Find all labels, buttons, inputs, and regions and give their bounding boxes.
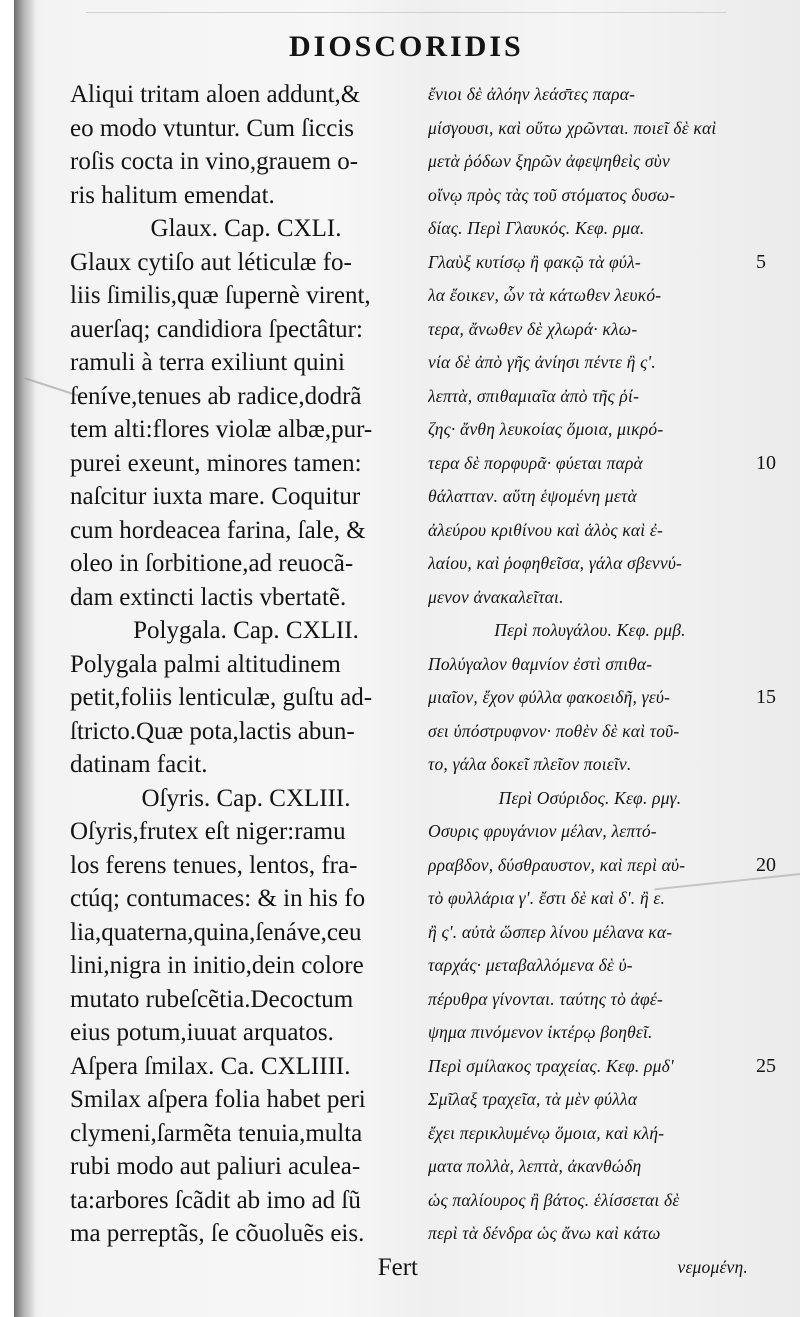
latin-line: clymeni,ſarmẽta tenuia,multa xyxy=(70,1119,363,1147)
greek-line: Πολύγαλον θαμνίον ἐστὶ σπιθα- xyxy=(428,653,653,674)
greek-line: μίσγουσι, καὶ οὕτω χρῶνται. ποιεῖ δὲ καὶ xyxy=(428,117,717,138)
greek-line: ἔνιοι δὲ ἀλόην λεάσ̄τες παρα- xyxy=(428,84,636,104)
line-number-10: 10 xyxy=(756,451,776,474)
running-header: DIOSCORIDIS xyxy=(289,30,524,63)
greek-line: τερα, ἄνωθεν δὲ χλωρά· κλω- xyxy=(428,318,638,339)
greek-line: μιαῖον, ἔχον φύλλα φακοειδῆ, γεύ- xyxy=(428,687,671,707)
latin-line: ſtricto.Quæ pota,lactis abun- xyxy=(70,717,355,745)
greek-column xyxy=(428,78,752,1284)
chapter-heading-smilax: Aſpera ſmilax. Ca. CXLIIII. xyxy=(70,1052,351,1080)
greek-line: μενον ἀνακαλεῖται. xyxy=(428,586,564,607)
latin-line: ſeníve,tenues ab radice,dodrã xyxy=(70,382,362,410)
chapter-heading-polygala: Polygala. Cap. CXLII. xyxy=(133,617,359,644)
top-edge-rule xyxy=(86,12,726,13)
greek-line: ψημα πινόμενον ἰκτέρῳ βοηθεῖ. xyxy=(428,1022,653,1042)
line-number-20: 20 xyxy=(756,853,776,876)
line-number-margin xyxy=(752,78,800,1083)
greek-line: οἴνῳ πρὸς τὰς τοῦ στόματος δυσω- xyxy=(428,184,676,205)
greek-line: Γλαὺξ κυτίσῳ ἢ φακῷ τὰ φύλ- xyxy=(428,251,641,272)
chapter-heading-glaux: Glaux. Cap. CXLI. xyxy=(150,215,342,242)
line-number-25: 25 xyxy=(756,1054,776,1077)
greek-line: ἀλεύρου κριθίνου καὶ ἁλὸς καὶ ἐ- xyxy=(428,519,664,540)
latin-line: datinam facit. xyxy=(70,751,208,778)
greek-line: πέρυθρα γίνονται. ταύτης τὸ ἀφέ- xyxy=(428,988,664,1009)
greek-line: θάλατταν. αὕτη ἑψομένη μετὰ xyxy=(428,486,637,506)
latin-line: ta:arbores ſcãdit ab imo ad ſũ xyxy=(70,1186,361,1214)
greek-chapter-heading: Περὶ Οσύριδος. Κεφ. ρμγ. xyxy=(498,787,682,808)
latin-line: Glaux cytiſo aut léticulæ fo- xyxy=(70,248,352,276)
catchword: Fert xyxy=(377,1253,418,1281)
greek-line: λα ἔοικεν, ὧν τὰ κάτωθεν λευκό- xyxy=(428,285,662,305)
greek-line: περὶ τὰ δένδρα ὡς ἄνω καὶ κάτω xyxy=(428,1223,661,1243)
greek-line: ταρχάς· μεταβαλλόμενα δὲ ὑ- xyxy=(428,955,633,975)
latin-line: rubi modo aut paliuri aculea- xyxy=(70,1153,361,1180)
greek-line: ρραβδον, δύσθραυστον, καὶ περὶ αὐ- xyxy=(428,854,686,875)
greek-line: το, γάλα δοκεῖ πλεῖον ποιεῖν. xyxy=(428,754,632,774)
greek-line: ὡς παλίουρος ἢ βάτος. ἑλίσσεται δὲ xyxy=(428,1189,680,1210)
greek-line: ἔχει περικλυμένῳ ὅμοια, καὶ κλή- xyxy=(428,1122,665,1143)
greek-line: σει ὑπόστρυφνον· ποθὲν δὲ καὶ τοῦ- xyxy=(428,720,680,741)
latin-line: petit,foliis lenticulæ, guſtu ad- xyxy=(70,684,373,711)
gutter-shadow xyxy=(14,0,36,1317)
greek-line: τερα δὲ πορφυρᾶ· φύεται παρὰ xyxy=(428,452,643,473)
latin-line: los ferens tenues, lentos, fra- xyxy=(70,851,358,879)
latin-line: cum hordeacea farina, ſale, & xyxy=(70,516,366,544)
line-number-5: 5 xyxy=(756,250,766,273)
greek-line: ζης· ἄνθη λευκοίας ὅμοια, μικρό- xyxy=(428,419,664,439)
latin-line: oleo in ſorbitione,ad reuocã- xyxy=(70,550,354,577)
greek-chapter-heading: δίας. Περὶ Γλαυκός. Κεφ. ρμα. xyxy=(428,218,645,238)
latin-line: liis ſimilis,quæ ſupernè virent, xyxy=(70,282,371,309)
latin-line: eius potum,iuuat arquatos. xyxy=(70,1019,334,1046)
latin-line: roſis cocta in vino,grauem o- xyxy=(70,148,359,175)
greek-line: λαίου, καὶ ῥοφηθεῖσα, γάλα σβεννύ- xyxy=(428,553,683,573)
latin-column xyxy=(70,78,422,1284)
latin-line: purei exeunt, minores tamen: xyxy=(70,449,362,477)
latin-line: mutato rubeſcẽtia.Decoctum xyxy=(70,985,354,1013)
latin-line: tem alti:flores violæ albæ,pur- xyxy=(70,416,373,443)
latin-line: dam extincti lactis vbertatẽ. xyxy=(70,583,347,611)
chapter-heading-osyris: Oſyris. Cap. CXLIII. xyxy=(141,784,351,812)
latin-line: ramuli à terra exiliunt quini xyxy=(70,349,345,376)
line-number-15: 15 xyxy=(756,686,776,708)
latin-line: auerſaq; candidiora ſpectâtur: xyxy=(70,315,363,343)
latin-line: lini,nigra in initio,dein colore xyxy=(70,952,364,979)
greek-line: ἢ ς'. αὐτὰ ὥσπερ λίνου μέλανα κα- xyxy=(428,921,673,942)
latin-line: naſcitur iuxta mare. Coquitur xyxy=(70,483,361,510)
book-page xyxy=(14,0,800,1317)
latin-line: ctúq; contumaces: & in his fo xyxy=(70,885,366,912)
greek-line: ματα πολλὰ, λεπτὰ, ἀκανθώδη xyxy=(428,1156,642,1176)
greek-line: λεπτὰ, σπιθαμιαῖα ἀπὸ τῆς ῥί- xyxy=(428,385,640,406)
latin-line: Oſyris,frutex eſt niger:ramu xyxy=(70,818,346,845)
greek-line: Σμῖλαξ τραχεῖα, τὰ μὲν φύλλα xyxy=(428,1089,638,1109)
latin-line: ma perreptãs, ſe cõuoluẽs eis. xyxy=(70,1220,365,1247)
greek-line: μετὰ ῥόδων ξηρῶν ἀφεψηθεὶς σὺν xyxy=(428,151,670,171)
latin-line: ris halitum emendat. xyxy=(70,181,275,209)
greek-line: νεμομένη. xyxy=(677,1256,748,1277)
greek-line: τὸ φυλλάρια γ'. ἔστι δὲ καὶ δ'. ἢ ε. xyxy=(428,888,666,908)
greek-chapter-heading: Περὶ σμίλακος τραχείας. Κεφ. ρμδ' xyxy=(428,1055,674,1076)
latin-line: lia,quaterna,quina,ſenáve,ceu xyxy=(70,918,362,946)
latin-line: Smilax aſpera folia habet peri xyxy=(70,1086,366,1113)
greek-chapter-heading: Περὶ πολυγάλου. Κεφ. ρμβ. xyxy=(494,620,686,640)
greek-line: Οσυρις φρυγάνιον μέλαν, λεπτό- xyxy=(428,821,657,841)
latin-line: eo modo vtuntur. Cum ſiccis xyxy=(70,114,355,142)
latin-line: Polygala palmi altitudinem xyxy=(70,650,341,678)
greek-line: νία δὲ ἀπὸ γῆς ἀνίησι πέντε ἢ ς'. xyxy=(428,352,656,372)
latin-line: Aliqui tritam aloen addunt,& xyxy=(70,81,361,108)
